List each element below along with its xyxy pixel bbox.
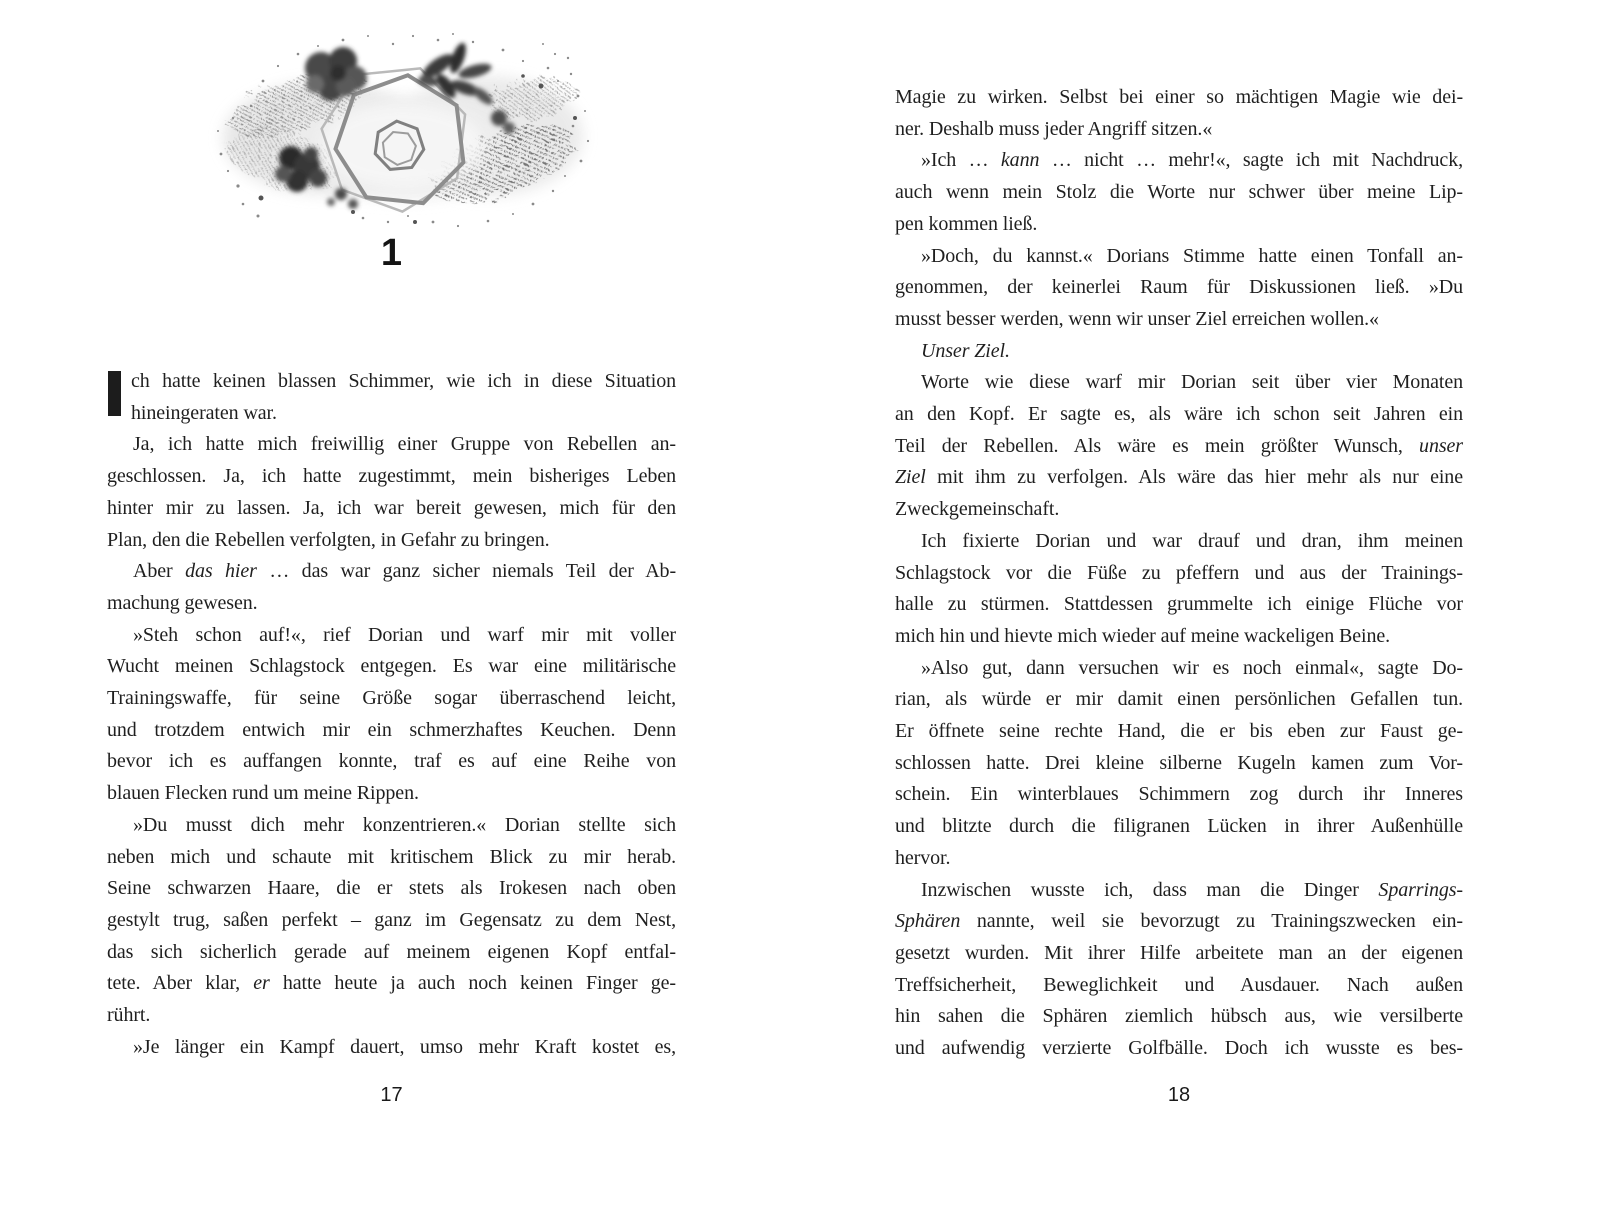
text-line: bevor ich es auffangen konnte, traf es auf eine Reihe von <box>107 750 676 773</box>
text-line: rian, als würde er mir damit einen persönlichen Gefallen tun. <box>895 688 1463 711</box>
text-line: »Also gut, dann versuchen wir es noch einmal«, sagte Do- <box>921 656 1463 679</box>
text-line: mich hin und hievte mich wieder auf meine wackeligen Beine. <box>895 624 1391 647</box>
paragraph <box>895 653 1463 875</box>
paragraph <box>107 429 676 556</box>
text-line: an den Kopf. Er sagte es, als wäre ich schon seit Jahren ein <box>895 403 1463 426</box>
text-line: genommen, der keinerlei Raum für Diskussionen ließ. »Du <box>895 276 1463 299</box>
text-line: Plan, den die Rebellen verfolgten, in Gefahr zu bringen. <box>107 528 550 551</box>
paragraph <box>895 145 1463 240</box>
text-line: hervor. <box>895 846 951 869</box>
text-line: Inzwischen wusste ich, dass man die Dinger Sparrings- <box>921 878 1463 901</box>
text-line: »Steh schon auf!«, rief Dorian und warf mir mit voller <box>133 623 676 646</box>
page-right <box>800 0 1600 1216</box>
text-line: Wucht meinen Schlagstock entgegen. Es war eine militärische <box>107 655 676 678</box>
text-line: »Ich … kann … nicht … mehr!«, sagte ich mit Nachdruck, <box>921 149 1463 172</box>
text-line: Zweckgemeinschaft. <box>895 498 1060 521</box>
text-line: schein. Ein winterblaues Schimmern zog durch ihr Inneres <box>895 783 1463 806</box>
text-line: »Doch, du kannst.« Dorians Stimme hatte einen Tonfall an- <box>921 244 1463 267</box>
text-line: machung gewesen. <box>107 591 258 614</box>
chapter-number: 1 <box>380 232 403 274</box>
text-line: pen kommen ließ. <box>895 212 1038 235</box>
text-line: gesetzt wurden. Mit ihrer Hilfe arbeitete man an der eigenen <box>895 941 1463 964</box>
text-line: »Du musst dich mehr konzentrieren.« Dorian stellte sich <box>133 813 676 836</box>
text-line: hinter mir zu lassen. Ja, ich war bereit gewesen, mich für den <box>107 496 676 519</box>
text-line: Teil der Rebellen. Als wäre es mein größter Wunsch, unser <box>895 434 1463 457</box>
text-line: »Je länger ein Kampf dauert, umso mehr Kraft kostet es, <box>133 1035 676 1058</box>
text-line: Magie zu wirken. Selbst bei einer so mächtigen Magie wie dei- <box>895 86 1463 108</box>
paragraph <box>107 366 676 429</box>
text-line: Trainingswaffe, für seine Größe sogar überraschend leicht, <box>107 687 676 710</box>
paragraph <box>895 336 1463 368</box>
drop-cap-initial <box>108 371 121 416</box>
text-line: gestylt trug, saßen perfekt – ganz im Gegensatz zu dem Nest, <box>107 908 676 931</box>
text-line: Schlagstock vor die Füße zu pfeffern und aus der Trainings- <box>895 561 1463 584</box>
text-line: hineingeraten war. <box>131 401 277 424</box>
text-line: hin sahen die Sphären ziemlich hübsch aus, wie versilberte <box>895 1005 1463 1028</box>
text-line: Unser Ziel. <box>921 339 1010 362</box>
paragraph <box>895 82 1463 145</box>
text-line: Treffsicherheit, Beweglichkeit und Ausdauer. Nach außen <box>895 973 1463 996</box>
text-line: auch wenn mein Stolz die Worte nur schwer über meine Lip- <box>895 181 1463 204</box>
text-line: Ich fixierte Dorian und war drauf und dran, ihm meinen <box>921 529 1463 552</box>
text-line: ner. Deshalb muss jeder Angriff sitzen.« <box>895 117 1213 140</box>
text-line: und trotzdem entwich mir ein schmerzhaftes Keuchen. Denn <box>107 718 676 741</box>
text-line: geschlossen. Ja, ich hatte zugestimmt, mein bisheriges Leben <box>107 465 676 488</box>
text-line: tete. Aber klar, er hatte heute ja auch noch keinen Finger ge- <box>107 972 676 995</box>
text-line: musst besser werden, wenn wir unser Ziel erreichen wollen.« <box>895 307 1379 330</box>
paragraph <box>107 810 676 1032</box>
text-line: ch hatte keinen blassen Schimmer, wie ich in diese Situation <box>131 370 676 392</box>
paragraph <box>895 367 1463 526</box>
paragraph <box>107 620 676 810</box>
paragraph <box>895 526 1463 653</box>
text-line: rührt. <box>107 1004 151 1027</box>
text-line: und blitzte durch die filigranen Lücken in ihrer Außenhülle <box>895 815 1463 838</box>
text-line: das sich sicherlich gerade auf meinem eigenen Kopf entfal- <box>107 940 676 963</box>
page-number-left: 17 <box>380 1084 403 1106</box>
text-line: Worte wie diese warf mir Dorian seit über vier Monaten <box>921 371 1463 394</box>
text-line: schlossen hatte. Drei kleine silberne Kugeln kamen zum Vor- <box>895 751 1463 774</box>
paragraph <box>107 556 676 619</box>
text-line: neben mich und schaute mit kritischem Blick zu mir herab. <box>107 845 676 868</box>
left-page-text-block <box>107 366 676 1063</box>
text-line: Seine schwarzen Haare, die er stets als Irokesen nach oben <box>107 877 676 900</box>
text-line: Ziel mit ihm zu verfolgen. Als wäre das hier mehr als nur eine <box>895 466 1463 489</box>
paragraph <box>895 875 1463 1065</box>
chapter-ornament-illustration <box>203 26 598 233</box>
text-line: und aufwendig verzierte Golfbälle. Doch ich wusste es bes- <box>895 1037 1463 1060</box>
text-line: Er öffnete seine rechte Hand, die er bis eben zur Faust ge- <box>895 720 1463 743</box>
page-number-right: 18 <box>1167 1084 1191 1106</box>
text-line: blauen Flecken rund um meine Rippen. <box>107 782 419 805</box>
paragraph <box>895 241 1463 336</box>
text-line: Sphären nannte, weil sie bevorzugt zu Trainingszwecken ein- <box>895 910 1463 933</box>
text-line: halle zu stürmen. Stattdessen grummelte ich einige Flüche vor <box>895 593 1463 616</box>
right-page-text-block <box>895 82 1463 1065</box>
text-line: Aber das hier … das war ganz sicher niemals Teil der Ab- <box>133 560 677 583</box>
text-line: Ja, ich hatte mich freiwillig einer Gruppe von Rebellen an- <box>133 433 676 456</box>
paragraph <box>107 1032 676 1064</box>
